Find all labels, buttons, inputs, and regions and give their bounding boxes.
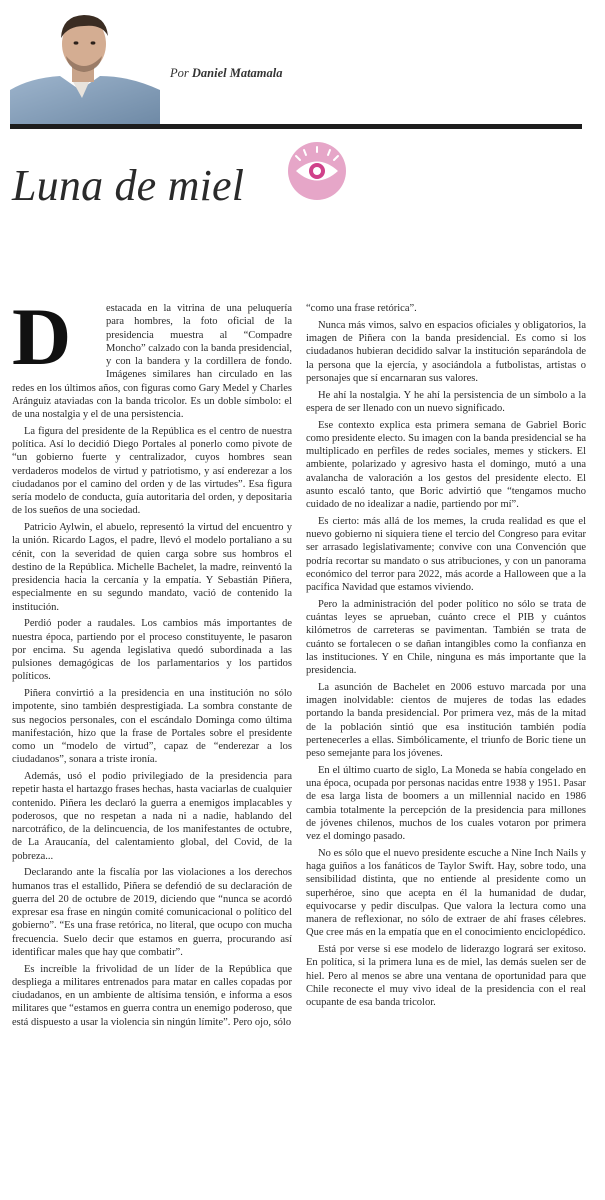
paragraph: La figura del presidente de la República es el centro de nuestra política. Así lo decidió Diego Portales al ponerlo como pivote de “un gobierno fuerte y centralizador, cuyos hombres sean verdaderos modelos de virtud y patriotismo, y así enderezar a los ciudadanos por el camino del orden y de las virtudes”. Esa figura sería modelo de conducta, guía autoritaria del orden, y depositaria de los sueños de una sociedad. bbox=[12, 425, 292, 517]
byline-prefix: Por bbox=[170, 66, 189, 80]
paragraph: Está por verse si ese modelo de liderazgo logrará ser exitoso. En política, si la primera luna es de miel, las demás suelen ser de hiel. Pero al menos se abre una ventana de oportunidad para que Chile reconecte el muy vivo ideal de la presidencia con el real ocupante de esa banda tricolor. bbox=[306, 944, 586, 1008]
paragraph: He ahí la nostalgia. Y he ahí la persistencia de un símbolo a la espera de ser llenado con un nuevo significado. bbox=[306, 389, 586, 414]
paragraph: Es cierto: más allá de los memes, la cruda realidad es que el nuevo gobierno ni siquiera tiene el tercio del Congreso para evitar ser arrasado legislativamente; convive con una Convención que podría recortar su mandato o sus atribuciones, y con un panorama económico del terror para 2022, más acorde a Halloween que a la pacífica Navidad que estamos viviendo. bbox=[306, 515, 586, 593]
paragraph: Perdió poder a raudales. Los cambios más importantes de nuestra época, partiendo por el proceso constituyente, le pasaron por encima. Su agenda legislativa quedó subordinada a las pulsiones demagógicas de los parlamentarios y los partidos políticos. bbox=[12, 618, 292, 683]
header-divider bbox=[10, 124, 582, 129]
paragraph: Es increíble la frivolidad de un líder de la República que despliega a militares entrenados para matar en calles copadas por ciudadanos, en un ambiente de altísima tensión, e informa a esos militares que “estamos en guerra contra un enemigo poderoso, que está dispuesto a usar la violencia sin ningún límite”. Pero ojo, sólo bbox=[12, 963, 292, 1028]
headline: Luna de miel bbox=[12, 161, 245, 210]
paragraph: La asunción de Bachelet en 2006 estuvo marcada por una imagen inolvidable: cientos de mujeres de todas las edades portando la banda presidencial. Por primera vez, más de la mitad de la población sintió que esa institución también podía pertenecerles a ellas. Simbólicamente, el triunfo de Boric tiene un peso semejante para los jóvenes. bbox=[306, 681, 586, 759]
article-column-left bbox=[12, 291, 293, 1032]
paragraph: Nunca más vimos, salvo en espacios oficiales y obligatorios, la imagen de Piñera con la banda presidencial. Es como si los ciudadanos hubieran decidido salvar la institución separándola de la persona que la ejercía, y asociándola a futbolistas, artistas o personajes que sí encarnaran sus valores. bbox=[306, 319, 586, 384]
paragraph: En el último cuarto de siglo, La Moneda se había congelado en una época, ocupada por personas nacidas entre 1938 y 1951. Pasar de esa larga lista de boomers a un millennial nacido en 1986 cambia totalmente la percepción de la presidencia para millones de jóvenes chilenos, muchos de los cuales votaron por primera vez el domingo pasado. bbox=[306, 764, 586, 842]
article-header bbox=[0, 0, 605, 128]
paragraph: Piñera convirtió a la presidencia en una institución no sólo impotente, sino también desprestigiada. La sombra constante de sus negocios personales, con el escándalo Dominga como última manifestación, hizo que la frase de Portales sobre el presidente como un “modelo de virtud”, capaz de “enderezar a los ciudadanos”, sonara a triste ironía. bbox=[12, 688, 292, 766]
author-name: Daniel Matamala bbox=[191, 66, 283, 80]
byline bbox=[170, 66, 283, 81]
paragraph bbox=[12, 291, 293, 421]
paragraph: Pero la administración del poder político no sólo se trata de cuántas leyes se aprueban, cuánto crece el PIB y cuántos kilómetros de carreteras se pavimentan. También se trata de cuánto se fortalecen o se dañan intangibles como la confianza en las instituciones. Y en Chile, ninguna es más importante que la presidencia. bbox=[306, 598, 586, 676]
paragraph: Ese contexto explica esta primera semana de Gabriel Boric como presidente electo. Su imagen con la banda presidencial se ha multiplicado en perfiles de redes sociales, memes y stickers. El ambiente, polarizado y agresivo hasta el domingo, mutó a una avalancha de valoración a los gestos del presidente electo. El asunto escaló tanto, que Boric advirtió que “tengamos mucho cuidado de no idealizar a nadie, partiendo por mí”. bbox=[306, 419, 586, 510]
paragraph: Declarando ante la fiscalía por las violaciones a los derechos humanos tras el estallido, Piñera se defendió de su declaración de guerra del 20 de octubre de 2019, diciendo que “nunca se acordó expresar esa frase en ningún comité comunicacional o político del gobierno”. “Es una frase retórica, no literal, que ocupo con mucha frecuencia. Suelo decir que estamos en guerra, procurando así identificar males que hay que combatir”. bbox=[12, 867, 292, 958]
author-portrait bbox=[10, 10, 160, 124]
eye-icon bbox=[286, 140, 348, 202]
paragraph: No es sólo que el nuevo presidente escuche a Nine Inch Nails y haga guiños a los fanáticos de Taylor Swift. Hay, sobre todo, una sensibilidad distinta, que no entiende al presidente como un superhéroe, sino que acepta en él la humanidad de dudar, equivocarse y pedir disculpas. Que valora la lectura como una manera de reflexionar, no sólo de extraer de ahí frases célebres. Que cree más en la empatía que en el conocimiento enciclopédico. bbox=[306, 847, 586, 939]
article-column-right bbox=[306, 302, 586, 1013]
paragraph: “como una frase retórica”. bbox=[306, 303, 417, 314]
drop-cap: D bbox=[12, 291, 72, 382]
paragraph: Patricio Aylwin, el abuelo, representó la virtud del encuentro y la unión. Ricardo Lagos, el padre, llevó el modelo portaliano a su cénit, con la severidad de quien carga sobre sus hombros el destino de la República. Michelle Bachelet, la madre, reinventó la presidencia hacia la cercanía y la empatía. Y Sebastián Piñera, especialmente en su segundo mandato, vació de contenido la institución. bbox=[12, 522, 292, 613]
paragraph-text: estacada en la vitrina de una peluquería para hombres, la foto oficial de la presidencia muestra al “Compadre Moncho” calzado con la banda presidencial, y con la bandera y la cordillera de fondo. Imágenes similares han circulado en las redes en los últimos años, con figuras como Gary Medel y Charles Aránguiz ataviadas con la banda tricolor. Es un doble símbolo: el de una nostalgia y el de una persistencia. bbox=[12, 303, 293, 420]
paragraph: Además, usó el podio privilegiado de la presidencia para repetir hasta el hartazgo frases hechas, hasta vaciarlas de cualquier contenido. Piñera les declaró la guerra a enemigos implacables y poderosos, que no respetan a nada ni a nadie, hablando del narcotráfico, de la delincuencia, de los manifestantes de octubre, de La Araucanía, del calentamiento global, del Covid, de la pobreza... bbox=[12, 771, 292, 862]
